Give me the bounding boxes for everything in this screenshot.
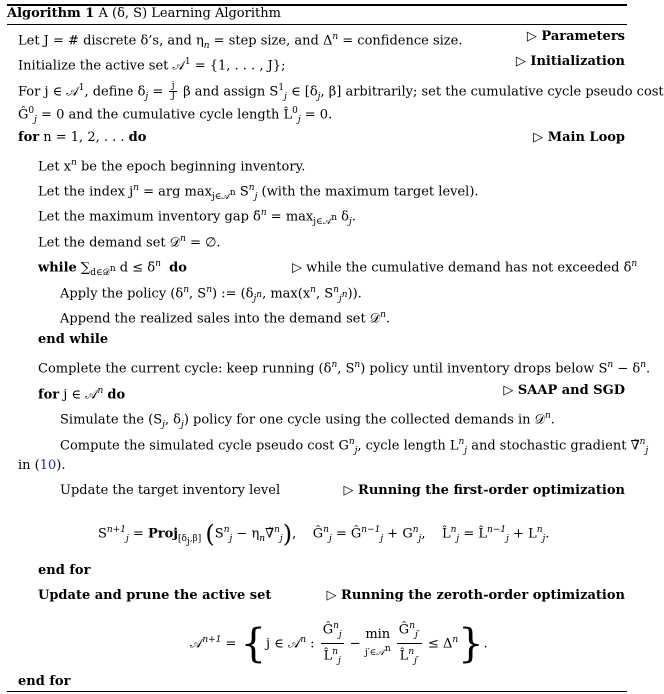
line-main-loop: for n = 1, 2, . . . do ▷ Main Loop	[0, 127, 631, 149]
line-index: Let the index $j^n$ = arg $\max_{j\in 𝒜^n} S^n_j$ (with the maximum target level).	[38, 183, 479, 202]
line-params: Let J = # discrete δ’s, and $\eta_n$ = step size, and $\Delta^n$ = confidence size. ▷ Parameters	[0, 26, 631, 48]
comment-main-loop: ▷ Main Loop	[533, 130, 625, 145]
line-forj-loop: for j ∈ 𝒜$^n$ do ▷ SAAP and SGD	[0, 380, 631, 402]
algorithm-title: A (δ, S) Learning Algorithm	[98, 6, 281, 21]
equation-prune: 𝒜$^{n+1}$ = {j ∈ 𝒜$^n$ : $\frac{Ĝ^n_j}{L̂^n_j}$ − min j′∈𝒜$^n$ $\frac{Ĝ^n_{j'}}{L̂^n_{j'}}$ ≤ $\Delta^n$}.	[0, 612, 631, 668]
line-apply: Apply the policy ($\delta^n$, $S^n$) := ($\delta_{j^n}$, $\max(x^n$, $S^n_{j^n}$)).	[60, 285, 362, 304]
line-gap: Let the maximum inventory gap δ̄$^n$ = $\max_{j\in 𝒜^n} \delta_j$.	[38, 208, 356, 227]
line-endfor-outer: end for	[18, 674, 71, 689]
comment-while: ▷ while the cumulative demand has not exceeded	[292, 260, 624, 276]
line-endfor-inner: end for	[38, 563, 91, 578]
line-compute: Compute the simulated cycle pseudo cost $G^n_j$, cycle length $L^n_j$ and stochastic gradient ∇̃$^n_j$	[60, 437, 649, 456]
comment-first-order: ▷ Running the first-order optimization	[343, 483, 625, 498]
line-forj-init-cont: $Ĝ^0_j = 0$ and the cumulative cycle length L̂$^0_j$ = 0.	[18, 106, 333, 125]
line-in10: in (10).	[18, 458, 66, 473]
line-endwhile: end while	[38, 332, 109, 347]
comment-saap-sgd: ▷ SAAP and SGD	[503, 383, 625, 398]
comment-parameters: ▷ Parameters	[526, 29, 625, 44]
line-update: Update the target inventory level ▷ Running the first-order optimization	[0, 480, 631, 502]
line-simulate: Simulate the ($S_j$, $\delta_j$) policy for one cycle using the collected demands in 𝒟$^n$.	[60, 411, 555, 430]
algorithm-label: Algorithm 1	[7, 6, 95, 21]
line-epoch: Let $x^n$ be the epoch beginning inventory.	[38, 158, 306, 175]
line-demand-set: Let the demand set 𝒟$^n$ = ∅.	[38, 234, 221, 251]
comment-initialization: ▷ Initialization	[515, 54, 625, 69]
equation-ref-link[interactable]: 10	[39, 458, 57, 473]
comment-zeroth-order: ▷ Running the zeroth-order optimization	[326, 588, 625, 603]
algorithm-header	[0, 3, 631, 25]
line-complete: Complete the current cycle: keep running ($\delta^n$, $S^n$) policy until inventory drops below $S^n - \delta^n$.	[38, 360, 651, 377]
line-while: while $\sum_{d\in 𝒟^n}$ d ≤ δ̄$^n$ do ▷ while the cumulative demand has not exceeded δ̄$^n$	[38, 259, 638, 278]
line-forj-init: For j ∈ 𝒜$^1$, define $\delta_j$ = $\frac{j}{J}$ β and assign $S^1_j$ ∈ [$\delta_j$, β] arbitrarily; set the cumulative cycle pseudo cost	[18, 81, 664, 102]
line-append: Append the realized sales into the demand set 𝒟$^n$.	[60, 310, 391, 327]
equation-update: $S^{n+1}_j$ = Proj$_{[\delta_j,\beta]}$ ($S^n_j$ − $\eta_n\nablã^n_j$), $Ĝ^n_j$ = $Ĝ^{n-1}_j + G^n_j$, L̂$^n_j$ = L̂$^{n-1}_j$ + $L^n_j$.	[98, 519, 550, 548]
line-prune: Update and prune the active set ▷ Running the zeroth-order optimization	[0, 585, 631, 607]
line-init: Initialize the active set 𝒜$^1$ = {1, . . . , J}; ▷ Initialization	[0, 51, 631, 73]
